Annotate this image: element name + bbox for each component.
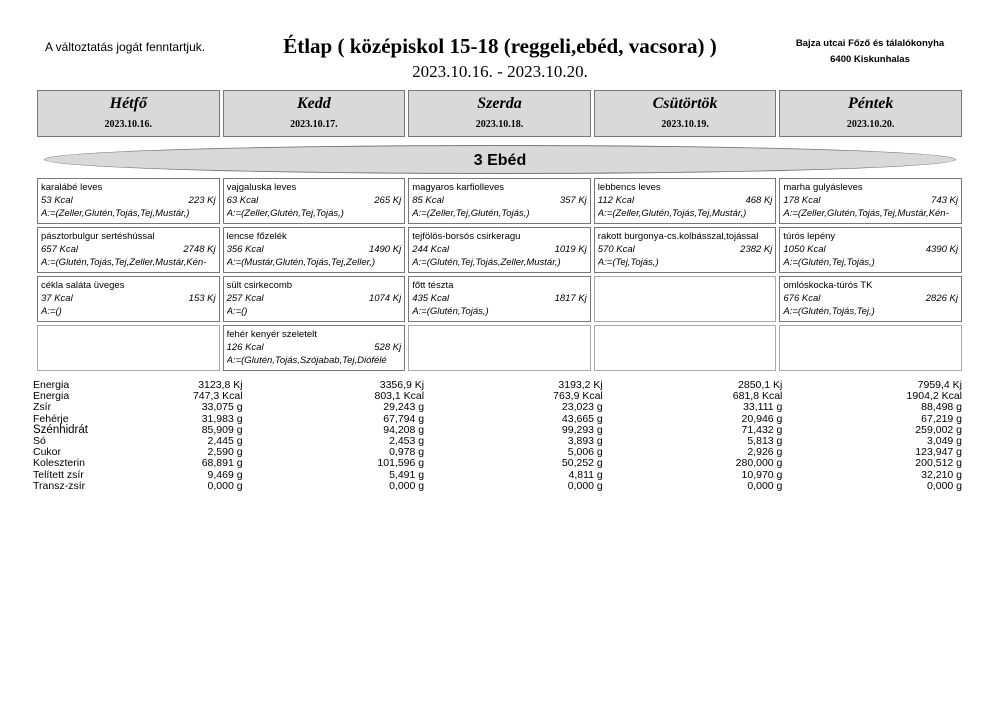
kitchen-city: 6400 Kiskunhalas [830, 54, 910, 65]
nutrition-value: 681,8 Kcal [732, 390, 783, 403]
dish-kcal: 178 Kcal [783, 195, 821, 206]
dish-energy [783, 243, 958, 256]
nutrition-value: 1904,2 Kcal [906, 390, 963, 403]
nutrition-value: 2,926 g [747, 446, 783, 459]
nutrition-value: 94,208 g [383, 423, 425, 436]
nutrition-value: 0,978 g [389, 446, 425, 459]
dish-energy [227, 341, 402, 354]
day-date: 2023.10.16. [104, 119, 153, 130]
dish-allergens: A:=(Glutén,Tej,Tojás,Zeller,Mustár,) [412, 257, 561, 268]
nutrition-label: Cukor [33, 446, 62, 459]
day-date: 2023.10.17. [290, 119, 338, 130]
dish-kj: 2826 Kj [925, 293, 958, 304]
dish-energy [227, 292, 402, 305]
date-range: 2023.10.16. - 2023.10.20. [412, 62, 588, 81]
nutrition-value: 747,3 Kcal [192, 390, 243, 403]
dish-kj: 4390 Kj [925, 244, 958, 255]
nutrition-value: 68,891 g [201, 457, 243, 470]
dish-kcal: 244 Kcal [412, 244, 450, 255]
dish-kj: 1817 Kj [554, 293, 587, 304]
nutrition-value: 71,432 g [741, 423, 783, 436]
nutrition-label: Energia [33, 379, 70, 391]
nutrition-value: 23,023 g [561, 401, 603, 414]
dish-kcal: 1050 Kcal [783, 244, 826, 255]
dish-name: marha gulyásleves [783, 182, 863, 193]
disclaimer-note: A változtatás jogát fenntartjuk. [45, 40, 206, 54]
empty-menu-cell [408, 325, 591, 371]
dish-name: lebbencs leves [597, 182, 661, 193]
day-header-tuesday [223, 90, 406, 137]
day-name: Csütörtök [652, 95, 718, 112]
nutrition-value: 763,9 Kcal [553, 390, 603, 403]
dish-kj: 1019 Kj [554, 244, 587, 255]
menu-item-cell [223, 178, 406, 224]
dish-kcal: 657 Kcal [41, 244, 78, 255]
dish-kj: 357 Kj [559, 195, 587, 206]
dish-allergens: A:=(Glutén,Tej,Tojás,) [783, 257, 875, 268]
dish-energy [783, 292, 958, 305]
dish-allergens: A:=(Zeller,Glutén,Tojás,Tej,Mustár,) [597, 208, 747, 219]
dish-energy [412, 292, 587, 305]
dish-kj: 2748 Kj [183, 244, 216, 255]
nutrition-value: 3356,9 Kj [379, 379, 425, 391]
dish-allergens: A:=() [41, 306, 62, 317]
menu-item-cell [779, 178, 962, 224]
dish-allergens: A:=(Glutén,Tojás,Szójabab,Tej,Diófélé [226, 355, 387, 366]
nutrition-value: 67,794 g [383, 412, 425, 425]
dish-energy [598, 243, 773, 256]
nutrition-label: Koleszterin [33, 457, 85, 470]
dish-name: magyaros karfiolleves [412, 182, 505, 193]
nutrition-label: Transz-zsír [33, 479, 86, 492]
dish-allergens: A:=(Zeller,Glutén,Tojás,Tej,Mustár,Kén- [783, 208, 949, 219]
menu-item-cell [223, 325, 406, 371]
nutrition-value: 0,000 g [389, 479, 425, 492]
dish-kcal: 53 Kcal [41, 195, 73, 206]
nutrition-row [33, 458, 962, 469]
nutrition-value: 101,596 g [377, 457, 425, 470]
empty-menu-cell [594, 276, 777, 322]
empty-menu-cell [37, 325, 220, 371]
dish-allergens: A:=(Mustár,Glutén,Tojás,Tej,Zeller,) [226, 257, 376, 268]
dish-kj: 2382 Kj [740, 244, 773, 255]
nutrition-value: 803,1 Kcal [374, 390, 425, 403]
dish-kcal: 126 Kcal [226, 342, 264, 353]
nutrition-value: 99,293 g [561, 423, 603, 436]
dish-energy [412, 194, 587, 207]
day-header-row [37, 90, 962, 137]
nutrition-value: 10,970 g [741, 468, 783, 481]
nutrition-row [33, 447, 962, 458]
menu-item-cell [408, 227, 591, 273]
nutrition-value: 9,469 g [207, 468, 243, 481]
dish-name: fehér kenyér szeletelt [226, 329, 317, 340]
nutrition-value: 20,946 g [741, 412, 783, 425]
nutrition-value: 0,000 g [207, 479, 243, 492]
nutrition-value: 5,006 g [567, 446, 603, 459]
dish-name: lencse főzelék [226, 231, 287, 242]
nutrition-row [33, 481, 962, 492]
dish-allergens: A:=(Tej,Tojás,) [597, 257, 659, 268]
nutrition-row [33, 380, 962, 391]
day-name: Szerda [477, 95, 522, 112]
nutrition-value: 3,049 g [926, 434, 963, 447]
menu-item-cell [408, 178, 591, 224]
dish-energy [41, 243, 216, 256]
empty-menu-cell [779, 325, 962, 371]
nutrition-value: 3193,2 Kj [558, 379, 603, 391]
dish-kj: 223 Kj [188, 195, 216, 206]
nutrition-label: Szénhidrát [33, 423, 88, 436]
nutrition-label: Telített zsír [33, 468, 84, 481]
menu-item-cell [779, 227, 962, 273]
menu-item-cell [408, 276, 591, 322]
day-header-monday [37, 90, 220, 137]
menu-item-cell [37, 276, 220, 322]
dish-name: túrós lepény [783, 231, 836, 242]
nutrition-value: 85,909 g [201, 423, 243, 436]
day-name: Hétfő [109, 95, 147, 112]
nutrition-value: 29,243 g [383, 401, 425, 414]
dish-name: tejfölös-borsós csirkeragu [412, 231, 521, 242]
menu-item-cell [37, 227, 220, 273]
dish-allergens: A:=(Zeller,Glutén,Tej,Tojás,) [226, 208, 344, 219]
nutrition-row [33, 425, 962, 436]
menu-item-cell [37, 178, 220, 224]
nutrition-value: 67,219 g [921, 412, 963, 425]
dish-kcal: 356 Kcal [226, 244, 264, 255]
menu-item-cell [779, 276, 962, 322]
dish-name: pásztorbulgur sertéshússal [41, 231, 155, 242]
nutrition-row [33, 402, 962, 413]
dish-allergens: A:=(Glutén,Tojás,Tej,Zeller,Mustár,Kén- [41, 257, 207, 268]
nutrition-row [33, 414, 962, 425]
dish-kcal: 85 Kcal [412, 195, 444, 206]
dish-energy [227, 243, 402, 256]
dish-name: omlóskocka-túrós TK [783, 280, 873, 291]
nutrition-value: 259,002 g [915, 423, 963, 436]
nutrition-row [33, 436, 962, 447]
menu-item-cell [223, 276, 406, 322]
menu-item-cell [594, 227, 777, 273]
dish-name: rakott burgonya-cs.kolbásszal,tojással [597, 231, 759, 242]
dish-energy [227, 194, 402, 207]
nutrition-value: 43,665 g [561, 412, 603, 425]
page-title: Étlap ( középiskol 15-18 (reggeli,ebéd, vacsora) ) [283, 34, 717, 58]
nutrition-value: 3,893 g [567, 434, 603, 447]
dish-kj: 1490 Kj [368, 244, 402, 255]
nutrition-value: 3123,8 Kj [198, 379, 243, 391]
dish-kj: 153 Kj [188, 293, 216, 304]
nutrition-value: 50,252 g [561, 457, 603, 470]
dish-allergens: A:=(Zeller,Glutén,Tojás,Tej,Mustár,) [41, 208, 190, 219]
dish-energy [41, 292, 216, 305]
menu-item-cell [223, 227, 406, 273]
dish-kcal: 37 Kcal [41, 293, 73, 304]
dish-kj: 265 Kj [374, 195, 402, 206]
kitchen-name: Bajza utcai Főző és tálalókonyha [795, 38, 945, 49]
dish-kj: 743 Kj [931, 195, 958, 206]
dish-allergens: A:=(Zeller,Tej,Glutén,Tojás,) [412, 208, 530, 219]
dish-kcal: 112 Kcal [597, 195, 635, 206]
dish-kcal: 257 Kcal [226, 293, 264, 304]
dish-kj: 528 Kj [374, 342, 402, 353]
nutrition-value: 88,498 g [921, 401, 963, 414]
day-date: 2023.10.20. [846, 119, 895, 130]
day-header-friday [779, 90, 962, 137]
dish-energy [783, 194, 958, 207]
nutrition-value: 200,512 g [915, 457, 963, 470]
empty-menu-cell [594, 325, 777, 371]
menu-grid [37, 178, 962, 371]
kitchen-address [770, 36, 970, 68]
nutrition-value: 4,811 g [568, 468, 603, 481]
dish-name: karalábé leves [41, 182, 103, 193]
dish-kj: 468 Kj [745, 195, 773, 206]
dish-allergens: A:=(Glutén,Tojás,Tej,) [783, 306, 875, 317]
day-name: Péntek [848, 95, 894, 112]
dish-allergens: A:=() [226, 306, 248, 317]
nutrition-value: 0,000 g [567, 479, 603, 492]
day-date: 2023.10.19. [661, 119, 709, 130]
dish-kcal: 435 Kcal [412, 293, 450, 304]
day-date: 2023.10.18. [475, 119, 524, 130]
nutrition-value: 33,111 g [743, 401, 783, 414]
nutrition-label: Zsír [33, 401, 52, 414]
nutrition-value: 0,000 g [747, 479, 783, 492]
nutrition-value: 123,947 g [915, 446, 963, 459]
dish-name: sült csirkecomb [226, 280, 293, 291]
nutrition-value: 32,210 g [921, 468, 963, 481]
menu-item-cell [594, 178, 777, 224]
day-header-thursday [594, 90, 777, 137]
dish-kcal: 570 Kcal [597, 244, 635, 255]
nutrition-label: Energia [33, 390, 70, 403]
dish-energy [598, 194, 773, 207]
nutrition-row [33, 470, 962, 481]
nutrition-value: 5,491 g [389, 468, 425, 481]
day-header-wednesday [408, 90, 591, 137]
dish-kcal: 63 Kcal [226, 195, 259, 206]
nutrition-value: 2850,1 Kj [738, 379, 783, 391]
nutrition-row [33, 391, 962, 402]
nutrition-label: Fehérje [33, 412, 69, 425]
dish-energy [412, 243, 587, 256]
nutrition-value: 31,983 g [201, 412, 243, 425]
nutrition-value: 33,075 g [201, 401, 243, 414]
dish-name: cékla saláta üveges [41, 280, 125, 291]
dish-energy [41, 194, 216, 207]
nutrition-value: 280,000 g [735, 457, 783, 470]
dish-kj: 1074 Kj [368, 293, 402, 304]
day-name: Kedd [297, 95, 331, 112]
dish-kcal: 676 Kcal [783, 293, 821, 304]
dish-name: főtt tészta [412, 280, 454, 291]
nutrition-value: 0,000 g [926, 479, 963, 492]
dish-allergens: A:=(Glutén,Tojás,) [412, 306, 489, 317]
nutrition-value: 2,590 g [207, 446, 243, 459]
nutrition-value: 5,813 g [747, 434, 783, 447]
nutrition-value: 2,445 g [207, 434, 243, 447]
nutrition-value: 2,453 g [389, 434, 425, 447]
nutrition-value: 7959,4 Kj [917, 379, 963, 391]
meal-banner: 3 Ebéd [44, 145, 956, 174]
dish-name: vajgaluska leves [226, 182, 297, 193]
nutrition-table [33, 380, 962, 492]
nutrition-label: Só [33, 434, 46, 447]
